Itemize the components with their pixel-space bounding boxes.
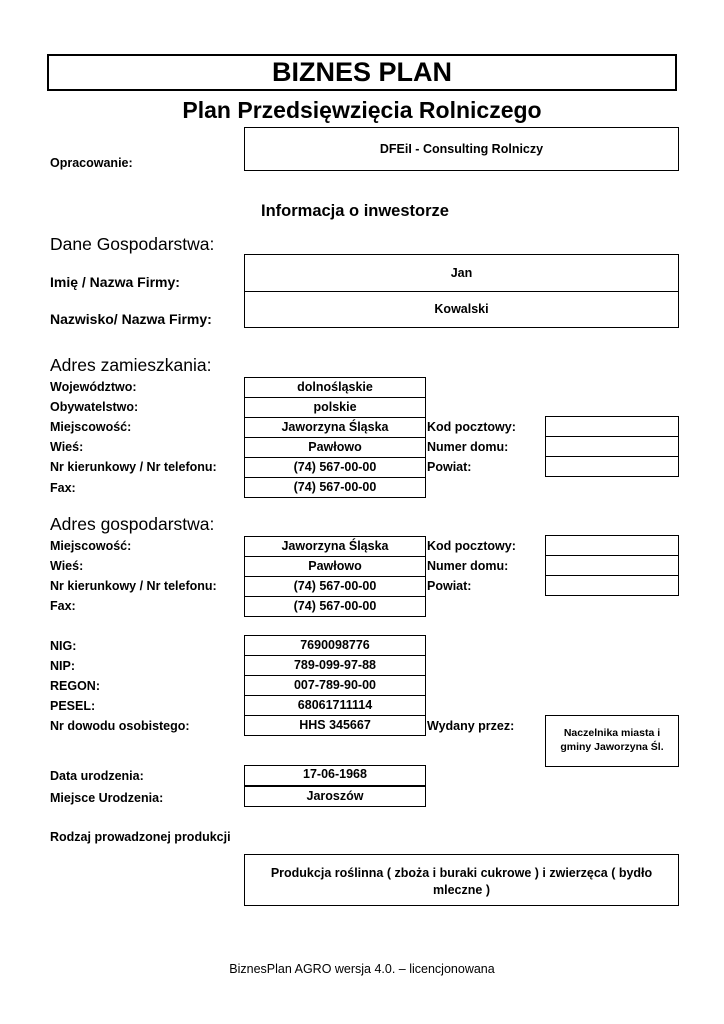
- residence-fax-label: Fax:: [50, 481, 76, 495]
- residence-county-field[interactable]: [545, 456, 679, 477]
- farm-village-field[interactable]: Pawłowo: [244, 556, 426, 577]
- farm-village-label: Wieś:: [50, 559, 84, 573]
- farm-county-field[interactable]: [545, 575, 679, 596]
- prepared-label: Opracowanie:: [50, 156, 133, 170]
- birth-place-field[interactable]: Jaroszów: [244, 786, 426, 807]
- pesel-field[interactable]: 68061711114: [244, 695, 426, 716]
- farm-phone-field[interactable]: (74) 567-00-00: [244, 576, 426, 597]
- residence-county-label: Powiat:: [427, 460, 472, 474]
- citizenship-field[interactable]: polskie: [244, 397, 426, 418]
- document-subtitle: Plan Przedsięwzięcia Rolniczego: [182, 97, 542, 123]
- residence-phone-label: Nr kierunkowy / Nr telefonu:: [50, 460, 217, 474]
- pesel-label: PESEL:: [50, 699, 96, 713]
- farm-house-field[interactable]: [545, 555, 679, 576]
- birth-date-field[interactable]: 17-06-1968: [244, 765, 426, 786]
- idcard-field[interactable]: HHS 345667: [244, 715, 426, 736]
- province-label: Województwo:: [50, 380, 137, 394]
- issued-by-field[interactable]: Naczelnika miasta i gminy Jaworzyna Śl.: [545, 715, 679, 767]
- issued-by-label: Wydany przez:: [427, 719, 515, 733]
- residence-fax-field[interactable]: (74) 567-00-00: [244, 477, 426, 498]
- nig-field[interactable]: 7690098776: [244, 635, 426, 656]
- section-residence-address: Adres zamieszkania:: [50, 355, 212, 375]
- farm-postcode-label: Kod pocztowy:: [427, 539, 516, 553]
- birth-date-label: Data urodzenia:: [50, 769, 144, 783]
- nig-label: NIG:: [50, 639, 77, 653]
- birth-place-label: Miejsce Urodzenia:: [50, 791, 164, 805]
- province-field[interactable]: dolnośląskie: [244, 377, 426, 398]
- farm-fax-field[interactable]: (74) 567-00-00: [244, 596, 426, 617]
- farm-postcode-field[interactable]: [545, 535, 679, 556]
- idcard-label: Nr dowodu osobistego:: [50, 719, 190, 733]
- prepared-value-field[interactable]: DFEiI - Consulting Rolniczy: [244, 127, 679, 171]
- regon-label: REGON:: [50, 679, 100, 693]
- nip-label: NIP:: [50, 659, 75, 673]
- farm-fax-label: Fax:: [50, 599, 76, 613]
- last-name-label: Nazwisko/ Nazwa Firmy:: [50, 311, 212, 327]
- first-name-label: Imię / Nazwa Firmy:: [50, 274, 180, 290]
- residence-phone-field[interactable]: (74) 567-00-00: [244, 457, 426, 478]
- residence-postcode-field[interactable]: [545, 416, 679, 437]
- farm-house-label: Numer domu:: [427, 559, 509, 573]
- section-farm-address: Adres gospodarstwa:: [50, 514, 215, 534]
- nip-field[interactable]: 789-099-97-88: [244, 655, 426, 676]
- document-title: BIZNES PLAN: [47, 54, 677, 91]
- investor-heading: Informacja o inwestorze: [261, 202, 449, 220]
- residence-village-field[interactable]: Pawłowo: [244, 437, 426, 458]
- residence-house-field[interactable]: [545, 436, 679, 457]
- footer-text: BiznesPlan AGRO wersja 4.0. – licencjonowana: [229, 962, 495, 976]
- farm-town-field[interactable]: Jaworzyna Śląska: [244, 536, 426, 557]
- regon-field[interactable]: 007-789-90-00: [244, 675, 426, 696]
- farm-county-label: Powiat:: [427, 579, 472, 593]
- citizenship-label: Obywatelstwo:: [50, 400, 139, 414]
- residence-house-label: Numer domu:: [427, 440, 509, 454]
- residence-postcode-label: Kod pocztowy:: [427, 420, 516, 434]
- residence-town-label: Miejscowość:: [50, 420, 132, 434]
- last-name-field[interactable]: Kowalski: [244, 291, 679, 328]
- section-farm-data: Dane Gospodarstwa:: [50, 234, 215, 254]
- farm-town-label: Miejscowość:: [50, 539, 132, 553]
- first-name-field[interactable]: Jan: [244, 254, 679, 292]
- production-field[interactable]: Produkcja roślinna ( zboża i buraki cukrowe ) i zwierzęca ( bydło mleczne ): [244, 854, 679, 906]
- production-label: Rodzaj prowadzonej produkcji: [50, 830, 231, 844]
- residence-town-field[interactable]: Jaworzyna Śląska: [244, 417, 426, 438]
- farm-phone-label: Nr kierunkowy / Nr telefonu:: [50, 579, 217, 593]
- residence-village-label: Wieś:: [50, 440, 84, 454]
